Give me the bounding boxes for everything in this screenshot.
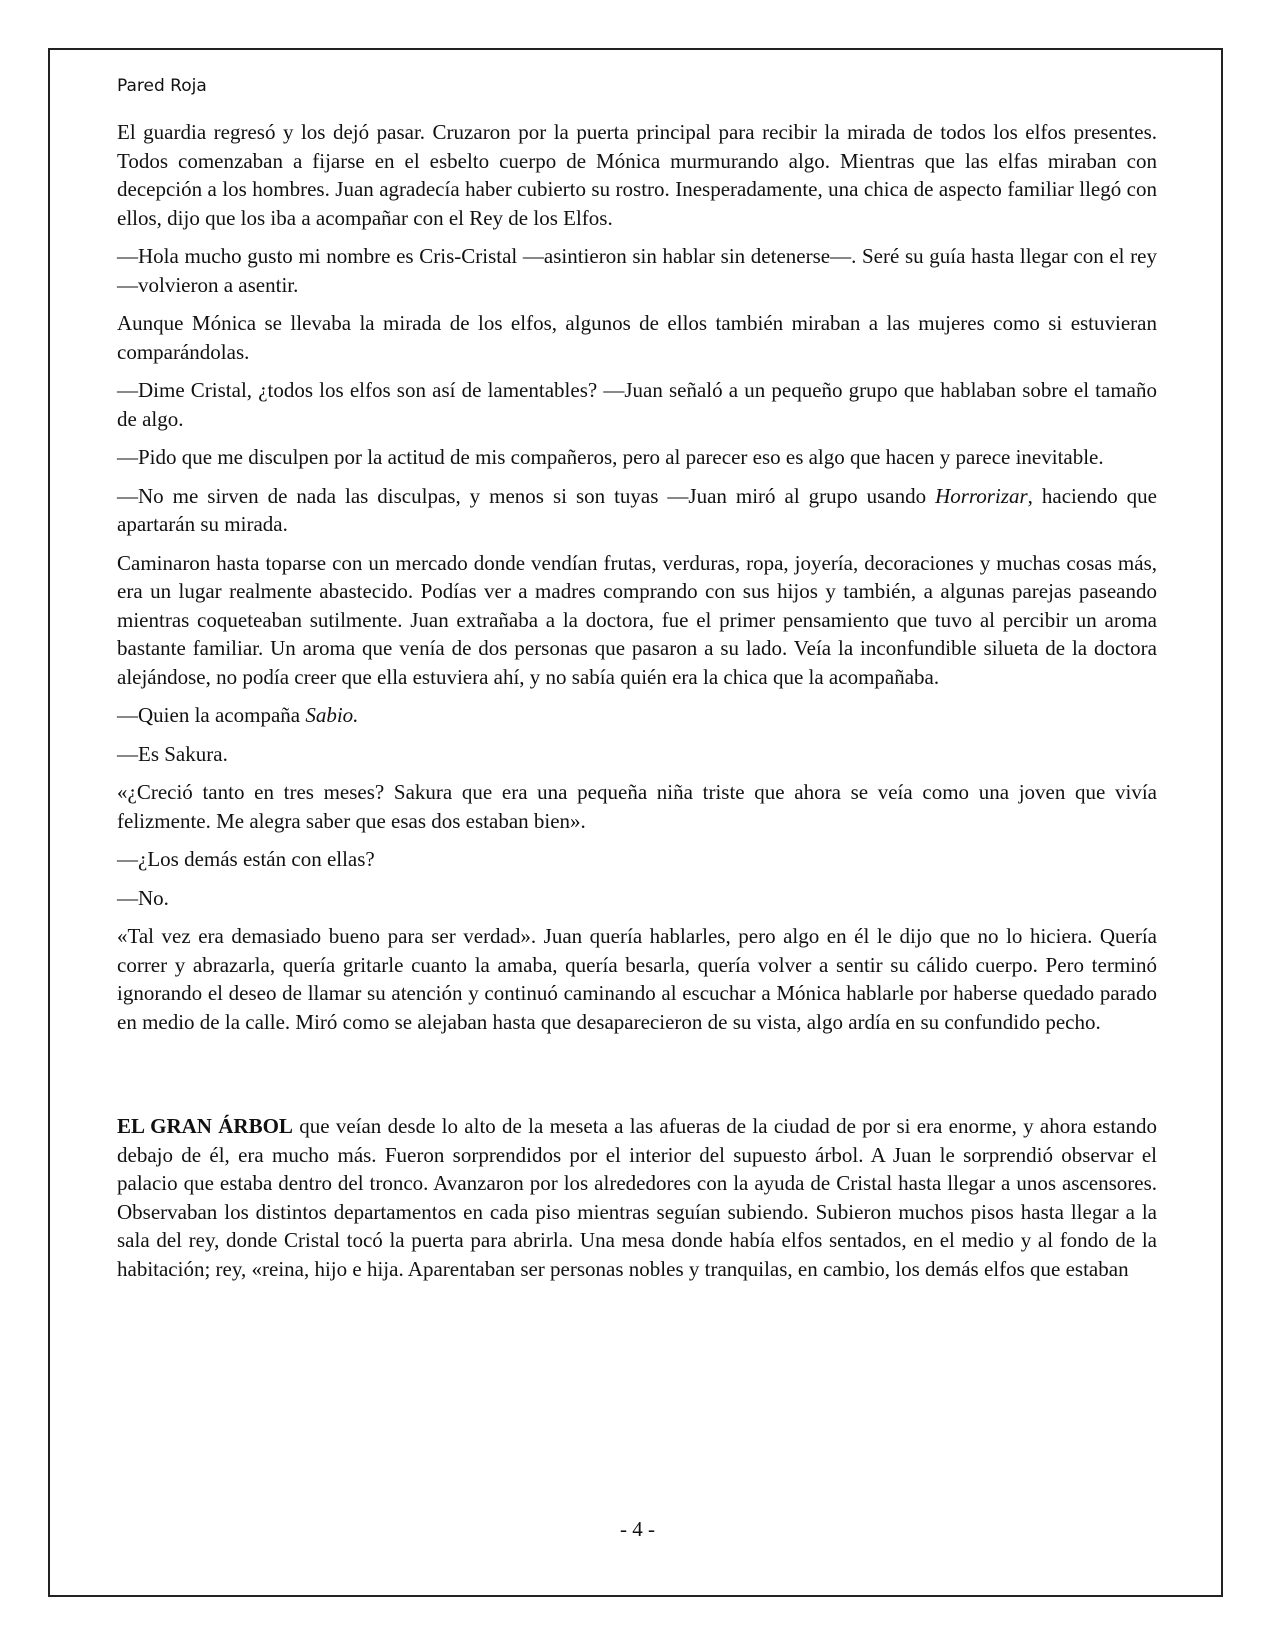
paragraph (117, 1112, 1157, 1283)
paragraph: Caminaron hasta toparse con un mercado donde vendían frutas, verduras, ropa, joyería, decoraciones y muchas cosas más, era un lugar realmente abastecido. Podías ver a madres comprando con sus hijos y también, a algunas parejas paseando mientras coqueteaban sutilmente. Juan extrañaba a la doctora, fue el primer pensamiento que tuvo al percibir un aroma bastante familiar. Un aroma que venía de dos personas que pasaron a su lado. Veía la inconfundible silueta de la doctora alejándose, no podía creer que ella estuviera ahí, y no sabía quién era la chica que la acompañaba. (117, 550, 1157, 689)
paragraph: Aunque Mónica se llevaba la mirada de los elfos, algunos de ellos también miraban a las mujeres como si estuvieran comparándolas. (117, 311, 1157, 364)
paragraph: —Es Sakura. (117, 741, 228, 766)
page-number: - 4 - (620, 1517, 655, 1541)
section-heading: EL GRAN ÁRBOL (117, 1114, 293, 1138)
paragraph-text: , haciendo que apartarán su mirada. (117, 483, 1157, 536)
paragraph-text: —Quien la acompaña (117, 703, 306, 727)
paragraph: «Tal vez era demasiado bueno para ser verdad». Juan quería hablarles, pero algo en él le dijo que no lo hiciera. Quería correr y abrazarla, quería gritarle cuanto la amaba, quería besarla, quería volver a sentir su cálido cuerpo. Pero terminó ignorando el deseo de llamar su atención y continuó caminando al escuchar a Mónica hablarle por haberse quedado parado en medio de la calle. Miró como se alejaban hasta que desaparecieron de su vista, algo ardía en su confundido pecho. (117, 924, 1157, 1034)
paragraph: —Hola mucho gusto mi nombre es Cris-Cristal —asintieron sin hablar sin detenerse—. Seré su guía hasta llegar con el rey —volvieron a asentir. (117, 244, 1157, 297)
paragraph-text: que veían desde lo alto de la meseta a las afueras de la ciudad de por si era enorme, y ahora estando debajo de él, era mucho más. Fueron sorprendidos por el interior del supuesto árbol. A Juan le sorprendió observar el palacio que estaba dentro del tronco. Avanzaron por los alrededores con la ayuda de Cristal hasta llegar a unos ascensores. Observaban los distintos departamentos en cada piso mientras seguían subiendo. Subieron muchos pisos hasta llegar a la sala del rey, donde Cristal tocó la puerta para abrirla. Una mesa donde había elfos sentados, en el medio y al fondo de la habitación; rey, «reina, hijo e hija. Aparentaban ser personas nobles y tranquilas, en cambio, los demás elfos que estaban (117, 1114, 1157, 1281)
italic-term: Horrorizar (935, 483, 1028, 508)
paragraph (117, 482, 1157, 539)
paragraph: —¿Los demás están con ellas? (117, 847, 375, 871)
paragraph: —Pido que me disculpen por la actitud de mis compañeros, pero al parecer eso es algo que hacen y parece inevitable. (117, 445, 1104, 469)
italic-term: Sabio. (305, 703, 359, 727)
paragraph: El guardia regresó y los dejó pasar. Cruzaron por la puerta principal para recibir la mirada de todos los elfos presentes. Todos comenzaban a fijarse en el esbelto cuerpo de Mónica murmurando algo. Mientras que las elfas miraban con decepción a los hombres. Juan agradecía haber cubierto su rostro. Inesperadamente, una chica de aspecto familiar llegó con ellos, dijo que los iba a acompañar con el Rey de los Elfos. (117, 120, 1157, 230)
paragraph: —Dime Cristal, ¿todos los elfos son así de lamentables? —Juan señaló a un pequeño grupo que hablaban sobre el tamaño de algo. (117, 378, 1157, 431)
section-break (117, 1046, 1157, 1112)
paragraph (117, 701, 1157, 730)
paragraph-text: —No me sirven de nada las disculpas, y menos si son tuyas —Juan miró al grupo usando (117, 483, 936, 508)
body-text (117, 118, 1157, 1293)
running-title: Pared Roja (117, 76, 207, 96)
paragraph: —No. (117, 885, 169, 910)
paragraph: «¿Creció tanto en tres meses? Sakura que era una pequeña niña triste que ahora se veía como una joven que vivía felizmente. Me alegra saber que esas dos estaban bien». (117, 780, 1157, 833)
